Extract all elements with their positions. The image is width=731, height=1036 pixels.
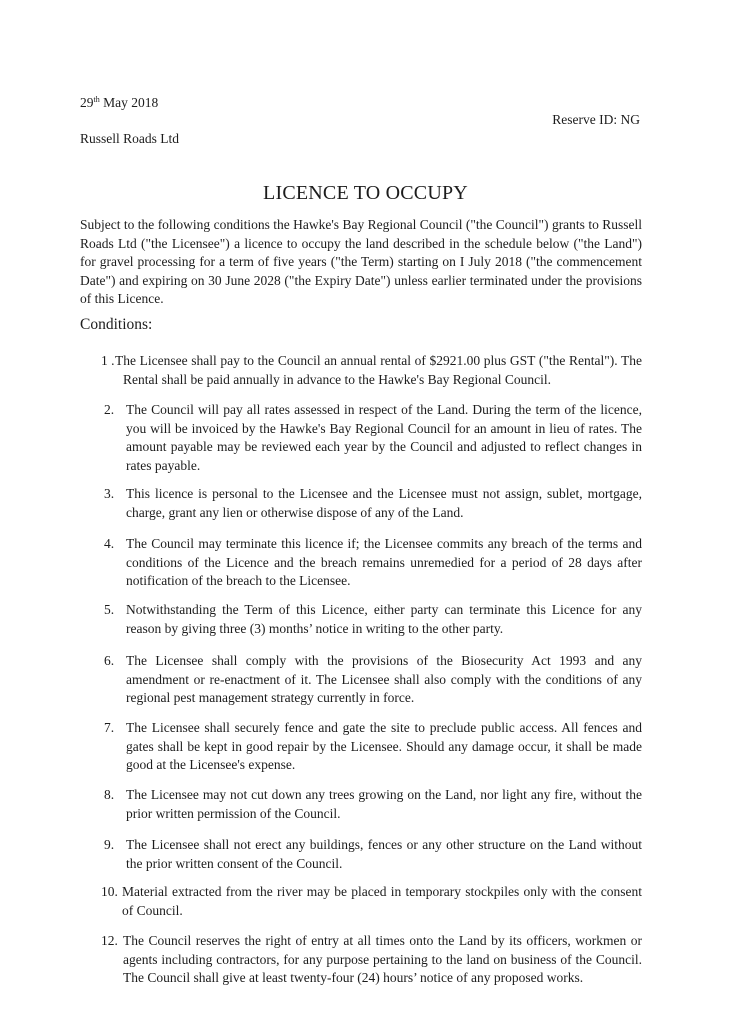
intro-text: Subject to the following conditions the Hawke's Bay Regional Council ("the Council") grants to Russell Roads Ltd ("the Licensee") a licence to occupy the land described in the schedule below ("the Land") for gravel processing for a term of five years ("the Term) starting on I July 2018 ("the commencement Date") and expiring on 30 June 2028 ("the Expiry Date") unless earlier terminated under the provisions of this Licence. bbox=[80, 217, 642, 307]
condition-8 bbox=[104, 786, 642, 823]
addressee: Russell Roads Ltd bbox=[80, 131, 180, 146]
letter-date bbox=[80, 95, 158, 111]
date-day: 29 bbox=[80, 95, 94, 110]
intro-paragraph bbox=[80, 216, 642, 309]
condition-2 bbox=[104, 401, 642, 475]
condition-number: 12. bbox=[101, 933, 118, 948]
condition-6 bbox=[104, 652, 642, 708]
condition-text: The Council will pay all rates assessed in respect of the Land. During the term of the licence, you will be invoiced by the Hawke's Bay Regional Council for an amount in lieu of rates. The amount payable may be reviewed each year by the Council and adjusted to reflect changes in rates payable. bbox=[126, 402, 642, 473]
condition-number: 6. bbox=[104, 653, 115, 668]
condition-text: The Licensee shall comply with the provisions of the Biosecurity Act 1993 and any amendment or re-enactment of it. The Licensee shall also comply with the conditions of any regional pest management strategy currently in force. bbox=[126, 653, 642, 706]
date-month-year: May 2018 bbox=[99, 95, 159, 110]
condition-text: Material extracted from the river may be placed in temporary stockpiles only with the consent of Council. bbox=[122, 884, 642, 918]
condition-number: 2. bbox=[104, 402, 115, 417]
document-title: LICENCE TO OCCUPY bbox=[263, 182, 468, 204]
condition-number: 3. bbox=[104, 486, 115, 501]
condition-text: The Licensee shall securely fence and gate the site to preclude public access. All fences and gates shall be kept in good repair by the Licensee. Should any damage occur, it shall be made good at the Licensee's expense. bbox=[126, 720, 642, 773]
reserve-id: Reserve ID: NG bbox=[552, 112, 640, 127]
conditions-heading: Conditions: bbox=[80, 316, 153, 333]
condition-text: This licence is personal to the Licensee and the Licensee must not assign, sublet, mortgage, charge, grant any lien or otherwise dispose of any of the Land. bbox=[126, 486, 642, 520]
condition-9 bbox=[104, 836, 642, 873]
condition-number: 5. bbox=[104, 602, 115, 617]
condition-number: 4. bbox=[104, 536, 115, 551]
condition-4 bbox=[104, 535, 642, 591]
condition-number: 1 . bbox=[101, 353, 115, 368]
condition-10 bbox=[101, 883, 642, 920]
condition-3 bbox=[104, 485, 642, 522]
condition-1 bbox=[101, 352, 642, 389]
condition-number: 8. bbox=[104, 787, 115, 802]
condition-5 bbox=[104, 601, 642, 638]
condition-text: The Council reserves the right of entry at all times onto the Land by its officers, workmen or agents including contractors, for any purpose pertaining to the land on business of the Council. The Council shall give at least twenty-four (24) hours’ notice of any proposed works. bbox=[123, 933, 642, 986]
condition-text: The Licensee shall pay to the Council an annual rental of $2921.00 plus GST ("the Rental"). The Rental shall be paid annually in advance to the Hawke's Bay Regional Council. bbox=[115, 353, 642, 387]
condition-number: 10. bbox=[101, 884, 118, 899]
condition-text: The Licensee shall not erect any buildings, fences or any other structure on the Land without the prior written consent of the Council. bbox=[126, 837, 642, 871]
condition-text: The Licensee may not cut down any trees growing on the Land, nor light any fire, without the prior written permission of the Council. bbox=[126, 787, 642, 821]
condition-text: The Council may terminate this licence if; the Licensee commits any breach of the terms and conditions of the Licence and the breach remains unremedied for a period of 28 days after notification of the breach to the Licensee. bbox=[126, 536, 642, 589]
condition-number: 9. bbox=[104, 837, 115, 852]
condition-12 bbox=[101, 932, 642, 988]
condition-number: 7. bbox=[104, 720, 115, 735]
date-suffix: th bbox=[93, 95, 100, 104]
condition-text: Notwithstanding the Term of this Licence, either party can terminate this Licence for any reason by giving three (3) months’ notice in writing to the other party. bbox=[126, 602, 642, 636]
condition-7 bbox=[104, 719, 642, 775]
